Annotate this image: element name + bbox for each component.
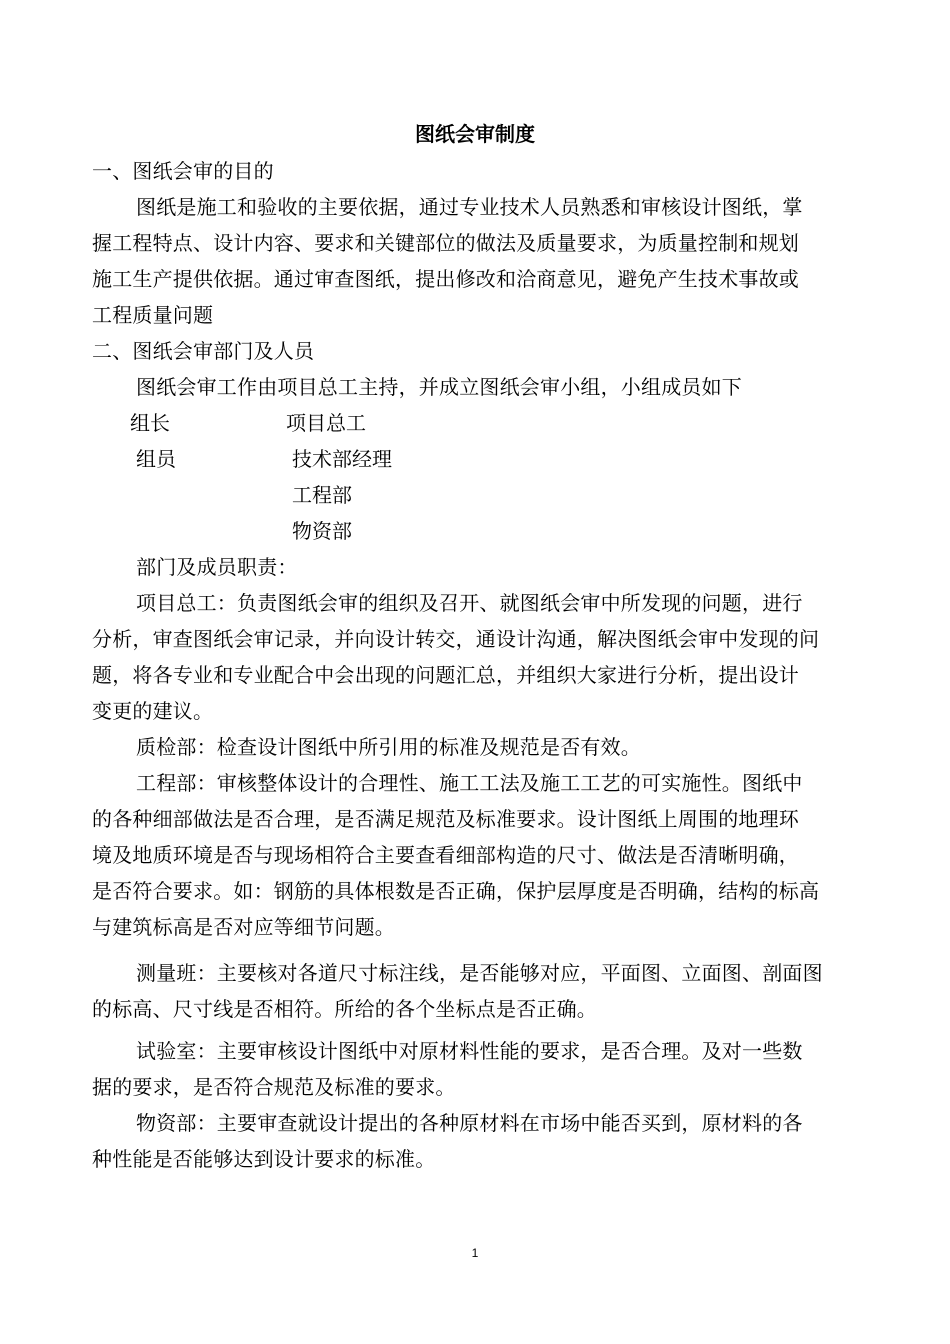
duties-heading: 部门及成员职责： [136,555,298,579]
paragraph-line: 握工程特点、设计内容、要求和关键部位的做法及质量要求，为质量控制和规划 [92,231,799,255]
engineering-dept-duty-line: 的各种细部做法是否合理，是否满足规范及标准要求。设计图纸上周围的地理环 [92,807,799,831]
materials-dept-duty-line: 物资部：主要审查就设计提出的各种原材料在市场中能否买到，原材料的各 [136,1111,803,1135]
team-member: 技术部经理 [292,447,392,471]
survey-team-duty-line: 的标高、尺寸线是否相符。所给的各个坐标点是否正确。 [92,997,597,1021]
chief-engineer-duty-line: 变更的建议。 [92,699,214,723]
paragraph-line: 施工生产提供依据。通过审查图纸，提出修改和洽商意见，避免产生技术事故或 [92,267,799,291]
team-intro: 图纸会审工作由项目总工主持，并成立图纸会审小组，小组成员如下 [136,375,742,399]
section-2-heading: 二、图纸会审部门及人员 [92,339,315,363]
team-member: 物资部 [292,519,352,543]
engineering-dept-duty-line: 境及地质环境是否与现场相符合主要查看细部构造的尺寸、做法是否清晰明确， [92,843,799,867]
lab-duty-line: 据的要求，是否符合规范及标准的要求。 [92,1075,456,1099]
paragraph-line: 图纸是施工和验收的主要依据，通过专业技术人员熟悉和审核设计图纸，掌 [136,195,803,219]
engineering-dept-duty-line: 与建筑标高是否对应等细节问题。 [92,915,395,939]
document-title: 图纸会审制度 [415,122,535,146]
quality-dept-duty-line: 质检部：检查设计图纸中所引用的标准及规范是否有效。 [136,735,641,759]
team-member-label: 组员 [136,447,176,471]
team-member: 工程部 [292,483,352,507]
survey-team-duty-line: 测量班：主要核对各道尺寸标注线，是否能够对应，平面图、立面图、剖面图 [136,961,823,985]
materials-dept-duty-line: 种性能是否能够达到设计要求的标准。 [92,1147,436,1171]
chief-engineer-duty-line: 分析，审查图纸会审记录，并向设计转交，通设计沟通，解决图纸会审中发现的问 [92,627,820,651]
chief-engineer-duty-line: 题，将各专业和专业配合中会出现的问题汇总，并组织大家进行分析，提出设计 [92,663,799,687]
lab-duty-line: 试验室：主要审核设计图纸中对原材料性能的要求，是否合理。及对一些数 [136,1039,803,1063]
page-number: 1 [471,1246,479,1260]
paragraph-line: 工程质量问题 [92,303,214,327]
team-leader-value: 项目总工 [286,411,366,435]
engineering-dept-duty-line: 是否符合要求。如：钢筋的具体根数是否正确，保护层厚度是否明确，结构的标高 [92,879,820,903]
section-1-heading: 一、图纸会审的目的 [92,159,274,183]
chief-engineer-duty-line: 项目总工：负责图纸会审的组织及召开、就图纸会审中所发现的问题，进行 [136,591,803,615]
team-leader-label: 组长 [130,411,170,435]
engineering-dept-duty-line: 工程部：审核整体设计的合理性、施工工法及施工工艺的可实施性。图纸中 [136,771,803,795]
